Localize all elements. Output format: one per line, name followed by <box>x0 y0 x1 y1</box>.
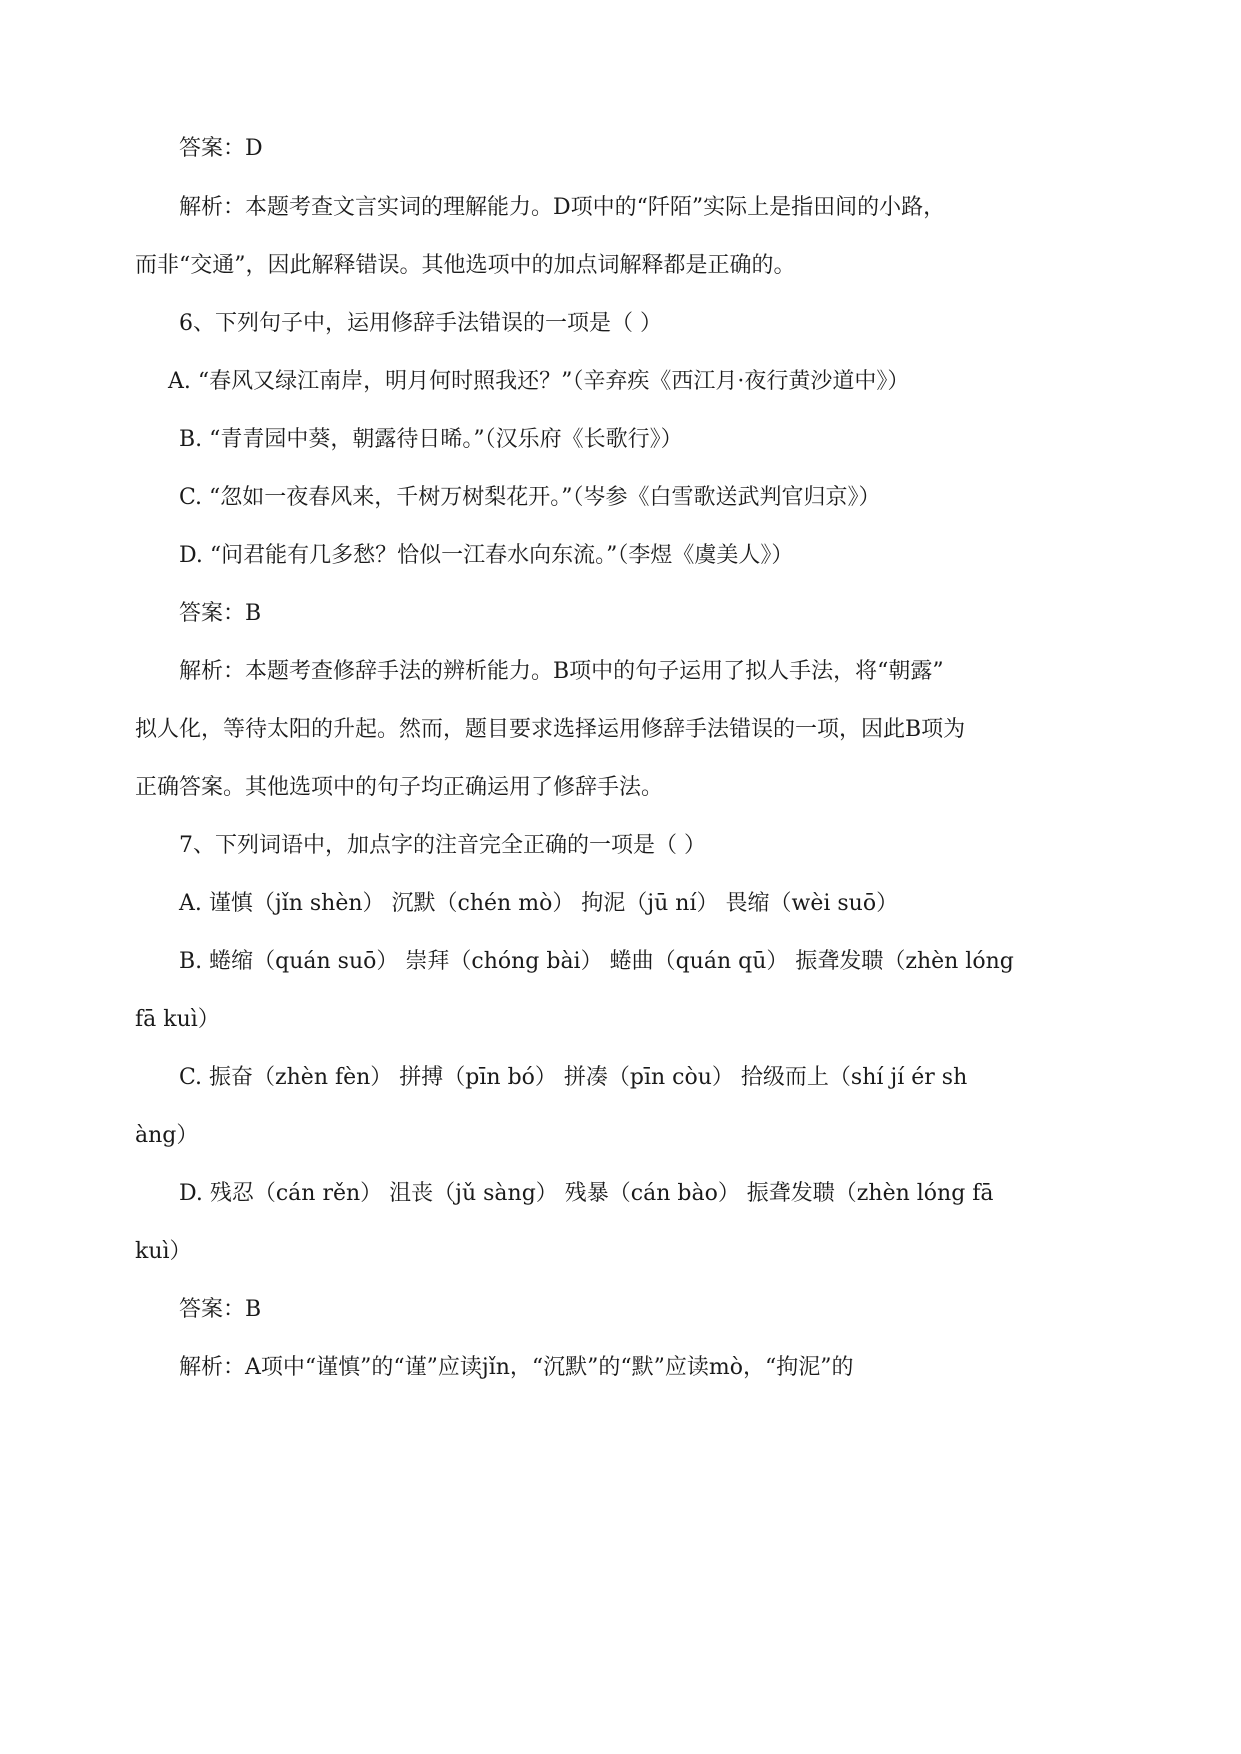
answer-7: 答案：B <box>179 1297 262 1322</box>
analysis-6-line-2: 拟人化，等待太阳的升起。然而，题目要求选择运用修辞手法错误的一项，因此B项为 <box>135 717 966 742</box>
analysis-5-line-1: 解析：本题考查文言实词的理解能力。D项中的“阡陌”实际上是指田间的小路， <box>179 195 946 220</box>
question-6: 6、下列句子中，运用修辞手法错误的一项是（ ） <box>179 311 662 336</box>
analysis-6-line-1: 解析：本题考查修辞手法的辨析能力。B项中的句子运用了拟人手法，将“朝露” <box>179 659 944 684</box>
option-7c-line-2: àng） <box>135 1123 199 1148</box>
answer-5: 答案：D <box>179 136 263 161</box>
analysis-5-line-2: 而非“交通”，因此解释错误。其他选项中的加点词解释都是正确的。 <box>135 253 796 278</box>
option-7a: A. 谨慎（jǐn shèn） 沉默（chén mò） 拘泥（jū ní） 畏缩（wèi suō） <box>179 891 899 916</box>
question-7: 7、下列词语中，加点字的注音完全正确的一项是（ ） <box>179 833 706 858</box>
option-7b-line-1: B. 蜷缩（quán suō） 崇拜（chóng bài） 蜷曲（quán qū） 振聋发聩（zhèn lóng <box>179 949 1014 974</box>
answer-6: 答案：B <box>179 601 262 626</box>
analysis-7-line-1: 解析：A项中“谨慎”的“谨”应读jǐn，“沉默”的“默”应读mò，“拘泥”的 <box>179 1355 854 1380</box>
option-7d-line-1: D. 残忍（cán rěn） 沮丧（jǔ sàng） 残暴（cán bào） 振聋发聩（zhèn lóng fā <box>179 1181 994 1206</box>
option-6a: A. “春风又绿江南岸，明月何时照我还？”（辛弃疾《西江月·夜行黄沙道中》） <box>168 369 910 394</box>
option-7b-line-2: fā kuì） <box>135 1007 220 1032</box>
option-6b: B. “青青园中葵，朝露待日晞。”（汉乐府《长歌行》） <box>179 427 683 452</box>
analysis-6-line-3: 正确答案。其他选项中的句子均正确运用了修辞手法。 <box>135 775 664 800</box>
option-7d-line-2: kuì） <box>135 1239 192 1264</box>
option-6c: C. “忽如一夜春风来，千树万树梨花开。”（岑参《白雪歌送武判官归京》） <box>179 485 881 510</box>
option-6d: D. “问君能有几多愁？恰似一江春水向东流。”（李煜《虞美人》） <box>179 543 794 568</box>
option-7c-line-1: C. 振奋（zhèn fèn） 拼搏（pīn bó） 拼凑（pīn còu） 拾级而上（shí jí ér sh <box>179 1065 968 1090</box>
